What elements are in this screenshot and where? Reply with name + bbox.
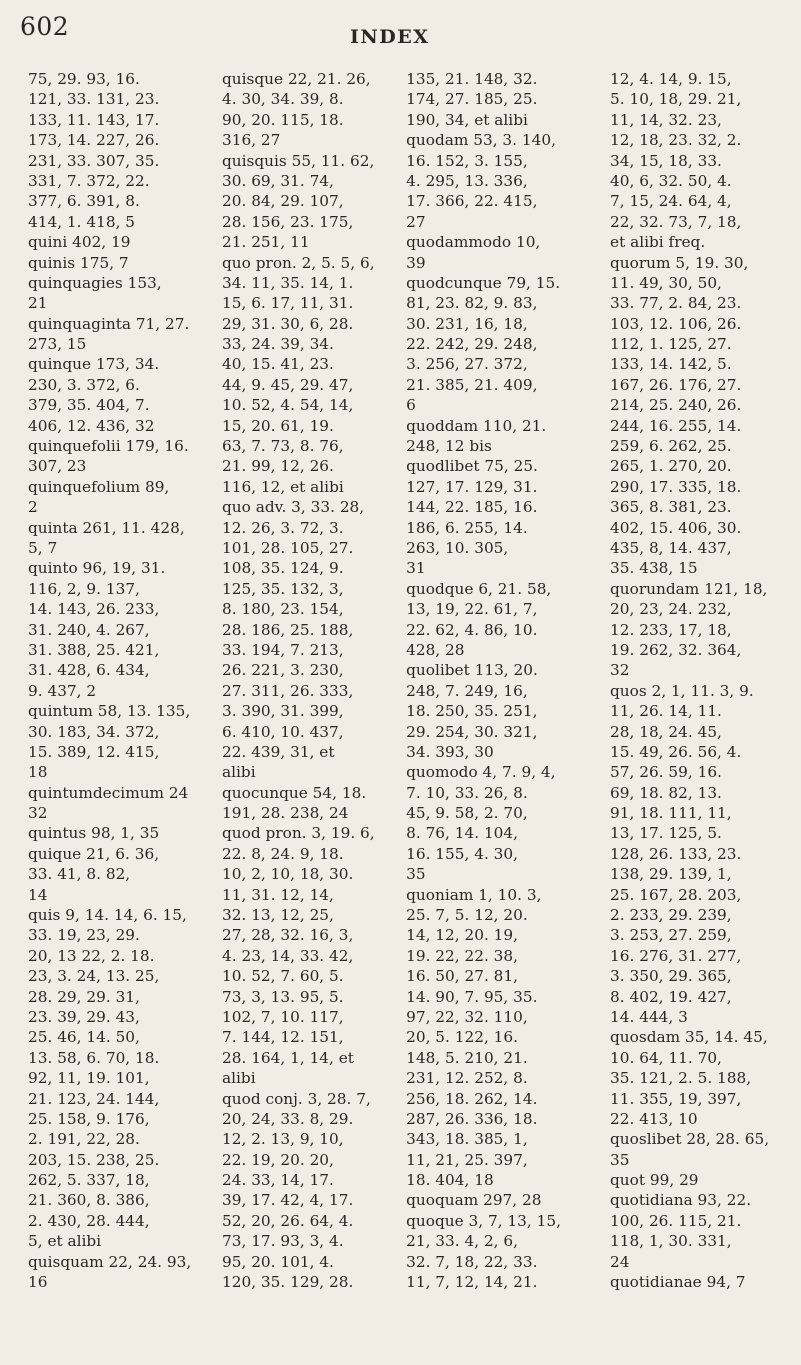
- index-line: 21. 251, 11: [222, 233, 310, 252]
- index-line: 379, 35. 404, 7.: [28, 396, 150, 415]
- index-line: 16. 152, 3. 155,: [406, 151, 528, 170]
- index-line: quodammodo 10,: [406, 233, 541, 252]
- index-line: 138, 29. 139, 1,: [610, 865, 732, 884]
- index-line: 148, 5. 210, 21.: [406, 1048, 528, 1067]
- index-line: 435, 8, 14. 437,: [610, 538, 732, 557]
- index-line: 16. 50, 27. 81,: [406, 967, 519, 986]
- index-line: 406, 12. 436, 32: [28, 416, 155, 435]
- index-line: 16: [28, 1273, 48, 1292]
- index-line: 31. 388, 25. 421,: [28, 640, 160, 659]
- index-line: 73, 3, 13. 95, 5.: [222, 987, 344, 1006]
- index-line: et alibi freq.: [610, 233, 706, 252]
- index-line: 7. 10, 33. 26, 8.: [406, 783, 528, 802]
- index-line: quinto 96, 19, 31.: [28, 559, 166, 578]
- index-line: 29, 31. 30, 6, 28.: [222, 314, 354, 333]
- index-line: 28. 156, 23. 175,: [222, 212, 354, 231]
- index-line: 265, 1. 270, 20.: [610, 457, 732, 476]
- index-line: quinquagies 153,: [28, 273, 162, 292]
- index-line: 27. 311, 26. 333,: [222, 681, 354, 700]
- index-line: 273, 15: [28, 335, 87, 354]
- index-line: 32. 13, 12, 25,: [222, 906, 334, 925]
- index-line: 2: [28, 498, 38, 517]
- index-line: 12, 18, 23. 32, 2.: [610, 131, 742, 150]
- index-line: 101, 28. 105, 27.: [222, 538, 354, 557]
- index-line: 402, 15. 406, 30.: [610, 518, 742, 537]
- index-line: 116, 12, et alibi: [222, 477, 344, 496]
- index-line: 21. 99, 12, 26.: [222, 457, 334, 476]
- index-line: 231, 33. 307, 35.: [28, 151, 160, 170]
- index-line: 3. 350, 29. 365,: [610, 967, 732, 986]
- index-line: quosdam 35, 14. 45,: [610, 1028, 768, 1047]
- index-line: quinquefolii 179, 16.: [28, 437, 189, 456]
- index-line: 31: [406, 559, 426, 578]
- index-line: 2. 430, 28. 444,: [28, 1211, 150, 1230]
- index-line: quolibet 113, 20.: [406, 661, 538, 680]
- index-column-1: [28, 69, 214, 1359]
- index-line: 44, 9. 45, 29. 47,: [222, 375, 354, 394]
- index-line: quinque 173, 34.: [28, 355, 160, 374]
- index-line: 17. 366, 22. 415,: [406, 192, 538, 211]
- index-line: 133, 11. 143, 17.: [28, 110, 160, 129]
- index-line: 6. 410, 10. 437,: [222, 722, 344, 741]
- index-line: 19. 262, 32. 364,: [610, 640, 742, 659]
- index-line: quot 99, 29: [610, 1171, 699, 1190]
- index-column-4: [610, 69, 798, 1359]
- index-line: 22. 19, 20. 20,: [222, 1150, 334, 1169]
- index-line: 343, 18. 385, 1,: [406, 1130, 528, 1149]
- index-line: 173, 14. 227, 26.: [28, 131, 160, 150]
- index-line: 365, 8. 381, 23.: [610, 498, 732, 517]
- index-line: 14. 143, 26. 233,: [28, 600, 160, 619]
- index-line: 244, 16. 255, 14.: [610, 416, 742, 435]
- index-line: 18. 404, 18: [406, 1171, 494, 1190]
- index-line: 10. 64, 11. 70,: [610, 1048, 722, 1067]
- index-line: 31. 428, 6. 434,: [28, 661, 150, 680]
- index-line: 35. 121, 2. 5. 188,: [610, 1069, 752, 1088]
- index-line: 20, 24, 33. 8, 29.: [222, 1109, 354, 1128]
- index-line: 26. 221, 3. 230,: [222, 661, 344, 680]
- index-line: 377, 6. 391, 8.: [28, 192, 140, 211]
- index-line: 263, 10. 305,: [406, 538, 509, 557]
- index-line: 10. 52, 7. 60, 5.: [222, 967, 344, 986]
- index-line: 25. 46, 14. 50,: [28, 1028, 140, 1047]
- index-line: 13. 58, 6. 70, 18.: [28, 1048, 160, 1067]
- index-line: 19. 22, 22. 38,: [406, 946, 519, 965]
- index-line: 18: [28, 763, 48, 782]
- index-line: 125, 35. 132, 3,: [222, 579, 344, 598]
- index-line: 15, 20. 61, 19.: [222, 416, 334, 435]
- index-line: 20. 84, 29. 107,: [222, 192, 344, 211]
- index-line: 8. 180, 23. 154,: [222, 600, 344, 619]
- index-line: quodam 53, 3. 140,: [406, 131, 556, 150]
- index-line: 29. 254, 30. 321,: [406, 722, 538, 741]
- index-line: quocunque 54, 18.: [222, 783, 367, 802]
- index-line: 116, 2, 9. 137,: [28, 579, 140, 598]
- index-line: 30. 69, 31. 74,: [222, 171, 334, 190]
- index-line: 33. 19, 23, 29.: [28, 926, 140, 945]
- index-line: quinquefolium 89,: [28, 477, 170, 496]
- index-line: 24: [610, 1252, 630, 1271]
- index-line: 112, 1. 125, 27.: [610, 335, 732, 354]
- index-line: quoque 3, 7, 13, 15,: [406, 1211, 561, 1230]
- index-line: 21: [28, 294, 48, 313]
- index-line: 20, 5. 122, 16.: [406, 1028, 519, 1047]
- index-line: 10. 52, 4. 54, 14,: [222, 396, 354, 415]
- page-number: 602: [20, 12, 70, 41]
- index-line: 25. 158, 9. 176,: [28, 1109, 150, 1128]
- index-line: 3. 253, 27. 259,: [610, 926, 732, 945]
- index-line: 20, 23, 24. 232,: [610, 600, 732, 619]
- index-line: 7. 144, 12. 151,: [222, 1028, 344, 1047]
- index-line: quoslibet 28, 28. 65,: [610, 1130, 770, 1149]
- index-line: 23. 39, 29. 43,: [28, 1007, 140, 1026]
- index-line: 32: [28, 804, 48, 823]
- index-line: 63, 7. 73, 8. 76,: [222, 437, 344, 456]
- index-line: quintus 98, 1, 35: [28, 824, 160, 843]
- index-line: 69, 18. 82, 13.: [610, 783, 722, 802]
- index-line: 28, 18, 24. 45,: [610, 722, 722, 741]
- index-line: 14, 12, 20. 19,: [406, 926, 519, 945]
- index-line: 34. 393, 30: [406, 742, 494, 761]
- index-line: 102, 7, 10. 117,: [222, 1007, 344, 1026]
- index-line: quique 21, 6. 36,: [28, 844, 160, 863]
- index-line: 5. 10, 18, 29. 21,: [610, 90, 742, 109]
- index-line: 30. 183, 34. 372,: [28, 722, 160, 741]
- index-line: 33. 194, 7. 213,: [222, 640, 344, 659]
- index-line: 21. 360, 8. 386,: [28, 1191, 150, 1210]
- index-line: quo adv. 3, 33. 28,: [222, 498, 365, 517]
- index-line: 39: [406, 253, 426, 272]
- index-line: 52, 20, 26. 64, 4.: [222, 1211, 354, 1230]
- index-line: 14. 90, 7. 95, 35.: [406, 987, 538, 1006]
- index-line: quotidianae 94, 7: [610, 1273, 746, 1292]
- index-line: quinquaginta 71, 27.: [28, 314, 190, 333]
- index-line: quinta 261, 11. 428,: [28, 518, 185, 537]
- index-line: 20, 13 22, 2. 18.: [28, 946, 155, 965]
- index-line: quomodo 4, 7. 9, 4,: [406, 763, 556, 782]
- index-line: quisquis 55, 11. 62,: [222, 151, 375, 170]
- index-line: 40, 6, 32. 50, 4.: [610, 171, 732, 190]
- index-line: 91, 18. 111, 11,: [610, 804, 732, 823]
- index-line: 108, 35. 124, 9.: [222, 559, 344, 578]
- index-line: 30. 231, 16, 18,: [406, 314, 528, 333]
- index-line: 21. 123, 24. 144,: [28, 1089, 160, 1108]
- index-line: 121, 33. 131, 23.: [28, 90, 160, 109]
- index-line: 57, 26. 59, 16.: [610, 763, 722, 782]
- index-line: 8. 402, 19. 427,: [610, 987, 732, 1006]
- index-line: 191, 28. 238, 24: [222, 804, 349, 823]
- index-line: 22. 439, 31, et: [222, 742, 335, 761]
- index-line: 34, 15, 18, 33.: [610, 151, 722, 170]
- index-line: 4. 295, 13. 336,: [406, 171, 528, 190]
- index-line: 95, 20. 101, 4.: [222, 1252, 334, 1271]
- index-line: 25. 167, 28. 203,: [610, 885, 742, 904]
- index-line: 90, 20. 115, 18.: [222, 110, 344, 129]
- index-line: 4. 30, 34. 39, 8.: [222, 90, 344, 109]
- running-head: INDEX: [350, 26, 430, 48]
- index-line: 15. 49, 26. 56, 4.: [610, 742, 742, 761]
- index-line: 307, 23: [28, 457, 87, 476]
- index-line: 331, 7. 372, 22.: [28, 171, 150, 190]
- index-line: 18. 250, 35. 251,: [406, 702, 538, 721]
- index-line: 174, 27. 185, 25.: [406, 90, 538, 109]
- index-line: 13, 19, 22. 61, 7,: [406, 600, 538, 619]
- index-line: 248, 7. 249, 16,: [406, 681, 528, 700]
- index-line: 27, 28, 32. 16, 3,: [222, 926, 354, 945]
- index-column-3: [406, 69, 602, 1359]
- index-line: 22. 62, 4. 86, 10.: [406, 620, 538, 639]
- index-line: 256, 18. 262, 14.: [406, 1089, 538, 1108]
- index-line: quisquam 22, 24. 93,: [28, 1252, 192, 1271]
- index-column-2: [222, 69, 398, 1359]
- index-line: 28. 29, 29. 31,: [28, 987, 140, 1006]
- index-line: 15, 6. 17, 11, 31.: [222, 294, 354, 313]
- index-line: 27: [406, 212, 426, 231]
- index-line: quintumdecimum 24: [28, 783, 189, 802]
- index-line: 28. 164, 1, 14, et: [222, 1048, 354, 1067]
- index-line: 2. 233, 29. 239,: [610, 906, 732, 925]
- index-line: 167, 26. 176, 27.: [610, 375, 742, 394]
- index-line: 290, 17. 335, 18.: [610, 477, 742, 496]
- index-line: 7, 15, 24. 64, 4,: [610, 192, 732, 211]
- index-line: 11, 14, 32. 23,: [610, 110, 722, 129]
- index-line: 11. 355, 19, 397,: [610, 1089, 742, 1108]
- index-line: quodque 6, 21. 58,: [406, 579, 552, 598]
- index-line: 13, 17. 125, 5.: [610, 824, 722, 843]
- index-line: 97, 22, 32. 110,: [406, 1007, 528, 1026]
- index-line: 33. 41, 8. 82,: [28, 865, 131, 884]
- index-line: 2. 191, 22, 28.: [28, 1130, 140, 1149]
- index-line: 262, 5. 337, 18,: [28, 1171, 150, 1190]
- index-line: quoddam 110, 21.: [406, 416, 547, 435]
- index-line: quis 9, 14. 14, 6. 15,: [28, 906, 187, 925]
- index-line: 414, 1. 418, 5: [28, 212, 136, 231]
- index-line: 12. 233, 17, 18,: [610, 620, 732, 639]
- index-line: 35. 438, 15: [610, 559, 698, 578]
- index-line: 203, 15. 238, 25.: [28, 1150, 160, 1169]
- index-line: quorum 5, 19. 30,: [610, 253, 749, 272]
- index-line: 22. 413, 10: [610, 1109, 698, 1128]
- index-line: quod pron. 3, 19. 6,: [222, 824, 375, 843]
- index-line: 73, 17. 93, 3, 4.: [222, 1232, 344, 1251]
- index-line: 186, 6. 255, 14.: [406, 518, 528, 537]
- index-line: quodlibet 75, 25.: [406, 457, 538, 476]
- index-line: 287, 26. 336, 18.: [406, 1109, 538, 1128]
- index-line: 81, 23. 82, 9. 83,: [406, 294, 538, 313]
- index-line: quodcunque 79, 15.: [406, 273, 561, 292]
- index-columns: [28, 69, 798, 1359]
- index-line: 103, 12. 106, 26.: [610, 314, 742, 333]
- index-line: 133, 14. 142, 5.: [610, 355, 732, 374]
- index-line: alibi: [222, 1069, 256, 1088]
- index-line: 428, 28: [406, 640, 465, 659]
- index-line: 45, 9. 58, 2. 70,: [406, 804, 528, 823]
- index-line: 22, 32. 73, 7, 18,: [610, 212, 742, 231]
- index-line: 21. 385, 21. 409,: [406, 375, 538, 394]
- index-line: 128, 26. 133, 23.: [610, 844, 742, 863]
- index-line: 12, 2. 13, 9, 10,: [222, 1130, 344, 1149]
- index-line: 6: [406, 396, 416, 415]
- index-line: 75, 29. 93, 16.: [28, 70, 140, 88]
- index-line: quinis 175, 7: [28, 253, 129, 272]
- index-line: 11. 49, 30, 50,: [610, 273, 722, 292]
- index-line: 22. 8, 24. 9, 18.: [222, 844, 344, 863]
- index-line: 34. 11, 35. 14, 1.: [222, 273, 354, 292]
- index-line: 10, 2, 10, 18, 30.: [222, 865, 354, 884]
- index-line: 248, 12 bis: [406, 437, 492, 456]
- index-line: 21, 33. 4, 2, 6,: [406, 1232, 518, 1251]
- index-line: 11, 31. 12, 14,: [222, 885, 334, 904]
- index-line: quos 2, 1, 11. 3, 9.: [610, 681, 754, 700]
- index-line: 5, et alibi: [28, 1232, 102, 1251]
- index-line: 33. 77, 2. 84, 23.: [610, 294, 742, 313]
- index-line: 35: [406, 865, 426, 884]
- index-line: 15. 389, 12. 415,: [28, 742, 160, 761]
- index-line: 3. 390, 31. 399,: [222, 702, 344, 721]
- index-line: 100, 26. 115, 21.: [610, 1211, 742, 1230]
- index-line: quisque 22, 21. 26,: [222, 70, 371, 88]
- index-line: 11, 26. 14, 11.: [610, 702, 722, 721]
- index-line: 14. 444, 3: [610, 1007, 688, 1026]
- index-line: 4. 23, 14, 33. 42,: [222, 946, 354, 965]
- index-line: quod conj. 3, 28. 7,: [222, 1089, 371, 1108]
- index-line: 11, 7, 12, 14, 21.: [406, 1273, 538, 1292]
- index-line: 230, 3. 372, 6.: [28, 375, 140, 394]
- index-line: 9. 437, 2: [28, 681, 97, 700]
- index-line: alibi: [222, 763, 256, 782]
- index-line: 14: [28, 885, 48, 904]
- index-line: quoquam 297, 28: [406, 1191, 542, 1210]
- index-line: 32: [610, 661, 630, 680]
- index-line: 28. 186, 25. 188,: [222, 620, 354, 639]
- index-line: 5, 7: [28, 538, 58, 557]
- index-line: 39, 17. 42, 4, 17.: [222, 1191, 354, 1210]
- index-line: quintum 58, 13. 135,: [28, 702, 191, 721]
- index-line: 135, 21. 148, 32.: [406, 70, 538, 88]
- index-line: 144, 22. 185, 16.: [406, 498, 538, 517]
- index-line: quoniam 1, 10. 3,: [406, 885, 542, 904]
- index-line: 40, 15. 41, 23.: [222, 355, 334, 374]
- index-line: 35: [610, 1150, 630, 1169]
- index-line: 12, 4. 14, 9. 15,: [610, 70, 732, 88]
- index-line: 33, 24. 39, 34.: [222, 335, 334, 354]
- index-line: 16. 276, 31. 277,: [610, 946, 742, 965]
- index-line: 32. 7, 18, 22, 33.: [406, 1252, 538, 1271]
- index-line: quo pron. 2, 5. 5, 6,: [222, 253, 375, 272]
- index-line: 11, 21, 25. 397,: [406, 1150, 528, 1169]
- index-line: 12. 26, 3. 72, 3.: [222, 518, 344, 537]
- index-line: 25. 7, 5. 12, 20.: [406, 906, 528, 925]
- index-line: 3. 256, 27. 372,: [406, 355, 528, 374]
- index-line: 8. 76, 14. 104,: [406, 824, 519, 843]
- index-line: 120, 35. 129, 28.: [222, 1273, 354, 1292]
- index-line: 214, 25. 240, 26.: [610, 396, 742, 415]
- index-line: 127, 17. 129, 31.: [406, 477, 538, 496]
- index-line: 231, 12. 252, 8.: [406, 1069, 528, 1088]
- index-line: 118, 1, 30. 331,: [610, 1232, 732, 1251]
- index-line: 259, 6. 262, 25.: [610, 437, 732, 456]
- index-line: 22. 242, 29. 248,: [406, 335, 538, 354]
- index-line: 16. 155, 4. 30,: [406, 844, 519, 863]
- index-line: 31. 240, 4. 267,: [28, 620, 150, 639]
- index-line: quini 402, 19: [28, 233, 131, 252]
- index-line: 190, 34, et alibi: [406, 110, 528, 129]
- index-line: quotidiana 93, 22.: [610, 1191, 752, 1210]
- index-line: 23, 3. 24, 13. 25,: [28, 967, 160, 986]
- index-line: quorundam 121, 18,: [610, 579, 768, 598]
- index-line: 316, 27: [222, 131, 281, 150]
- index-line: 92, 11, 19. 101,: [28, 1069, 150, 1088]
- index-line: 24. 33, 14, 17.: [222, 1171, 334, 1190]
